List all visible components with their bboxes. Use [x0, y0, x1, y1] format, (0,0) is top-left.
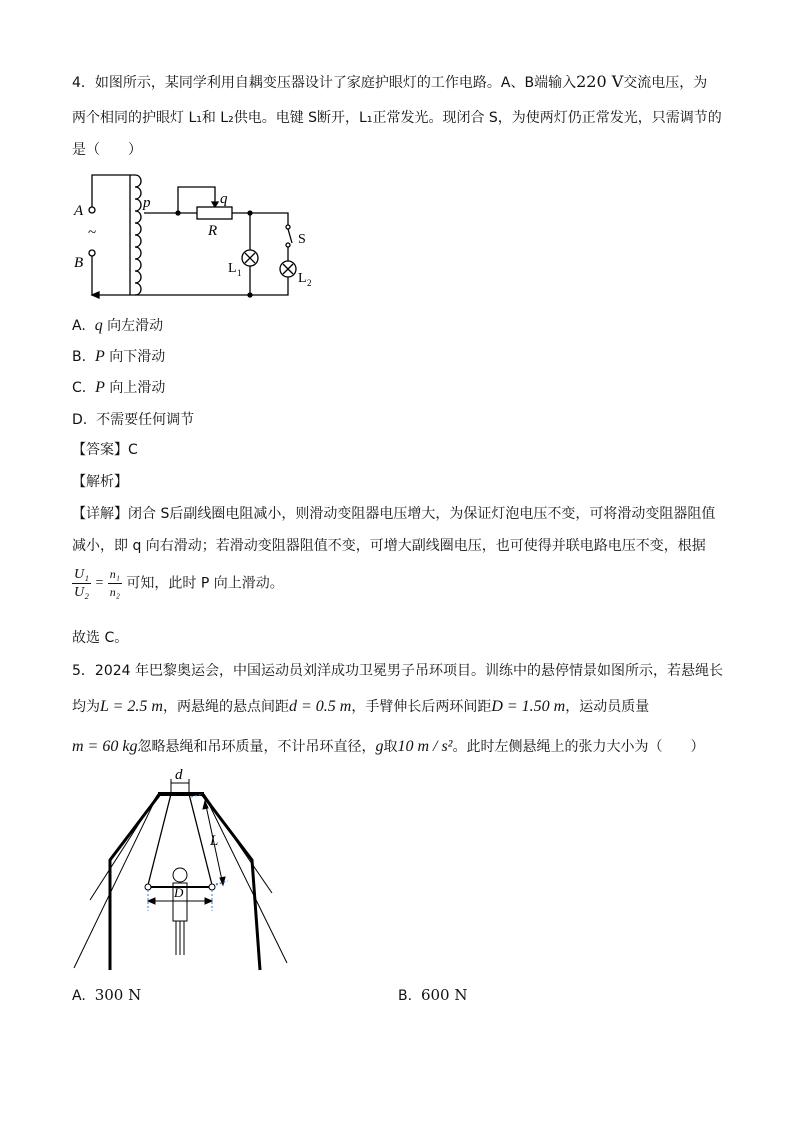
- q4-stem-text-ab: A、B端输入: [500, 75, 577, 91]
- q5-stem-line3: m = 60 kg忽略悬绳和吊环质量，不计吊环直径，g取10 m / s²。此时左侧悬绳上的张力大小为（ ）: [72, 738, 705, 755]
- label-S: S: [298, 232, 306, 247]
- label-d: d: [175, 767, 183, 783]
- q4-option-a: A. q 向左滑动: [72, 317, 164, 334]
- label-L: L: [210, 833, 219, 849]
- q4-stem-line3: 是（ ）: [72, 142, 142, 158]
- label-L1-sub: 1: [237, 268, 242, 278]
- q4-option-b: B. P 向下滑动: [72, 348, 166, 365]
- label-D: D: [174, 885, 184, 900]
- q5-rings-diagram: [72, 765, 292, 975]
- label-p: p: [143, 195, 151, 211]
- q4-formula: $\frac{\text{U₁}}{\text{U₂}}$ = $\frac{\text{n₁}}{\text{n₂}}$ 可知，此时 P 向上滑动。: [74, 567, 284, 600]
- q4-stem-line2: 两个相同的护眼灯 L₁和 L₂供电。电键 S断开，L₁正常发光。现闭合 S，为使两灯仍正常发光，只需调节的: [72, 110, 722, 126]
- q4-option-d: D. 不需要任何调节: [72, 412, 195, 428]
- q4-stem-text: 4．如图所示，某同学利用自耦变压器设计了家庭护眼灯的工作电路。: [72, 75, 501, 91]
- label-L2: L: [298, 271, 307, 286]
- q4-detail-line1: 【详解】闭合 S后副线圈电阻减小，则滑动变阻器电压增大，为保证灯泡电压不变，可将滑动变阻器阻值: [72, 506, 716, 522]
- formula-n-ratio: $\frac{\text{n₁}}{\text{n₂}}$: [109, 567, 120, 599]
- q4-stem-text-c: 交流电压，为: [623, 75, 708, 91]
- q4-circuit-diagram: [70, 165, 330, 305]
- q5-option-b: B. 600 N: [398, 986, 468, 1004]
- q5-option-a: A. 300 N: [72, 986, 142, 1004]
- q4-voltage: 220 V: [576, 72, 624, 91]
- q4-conclusion: 故选 C。: [72, 630, 129, 646]
- answer-value: C: [128, 442, 138, 458]
- q4-answer: 【答案】C: [72, 442, 138, 458]
- q5-stem-line1: 5．2024 年巴黎奥运会，中国运动员刘洋成功卫冕男子吊环项目。训练中的悬停情景如图所示，若悬绳长: [72, 663, 723, 679]
- q4-detail-line2: 减小，即 q 向右滑动；若滑动变阻器阻值不变，可增大副线圈电压，也可使得并联电路电压不变，根据: [72, 538, 706, 554]
- label-B: B: [74, 255, 84, 271]
- q5-stem-line2: 均为L = 2.5 m，两悬绳的悬点间距d = 0.5 m，手臂伸长后两环间距D = 1.50 m，运动员质量: [72, 698, 650, 715]
- label-A: A: [74, 203, 84, 219]
- formula-u-ratio: $\frac{\text{U₁}}{\text{U₂}}$: [74, 567, 89, 600]
- label-L2-sub: 2: [307, 278, 312, 288]
- q4-stem-line1: [72, 72, 707, 93]
- label-tilde: ~: [88, 225, 97, 241]
- label-R: R: [208, 223, 218, 239]
- label-L1: L: [228, 261, 237, 276]
- label-q: q: [220, 191, 228, 207]
- q4-analysis-label: 【解析】: [72, 474, 128, 490]
- q4-option-c: C. P 向上滑动: [72, 379, 166, 396]
